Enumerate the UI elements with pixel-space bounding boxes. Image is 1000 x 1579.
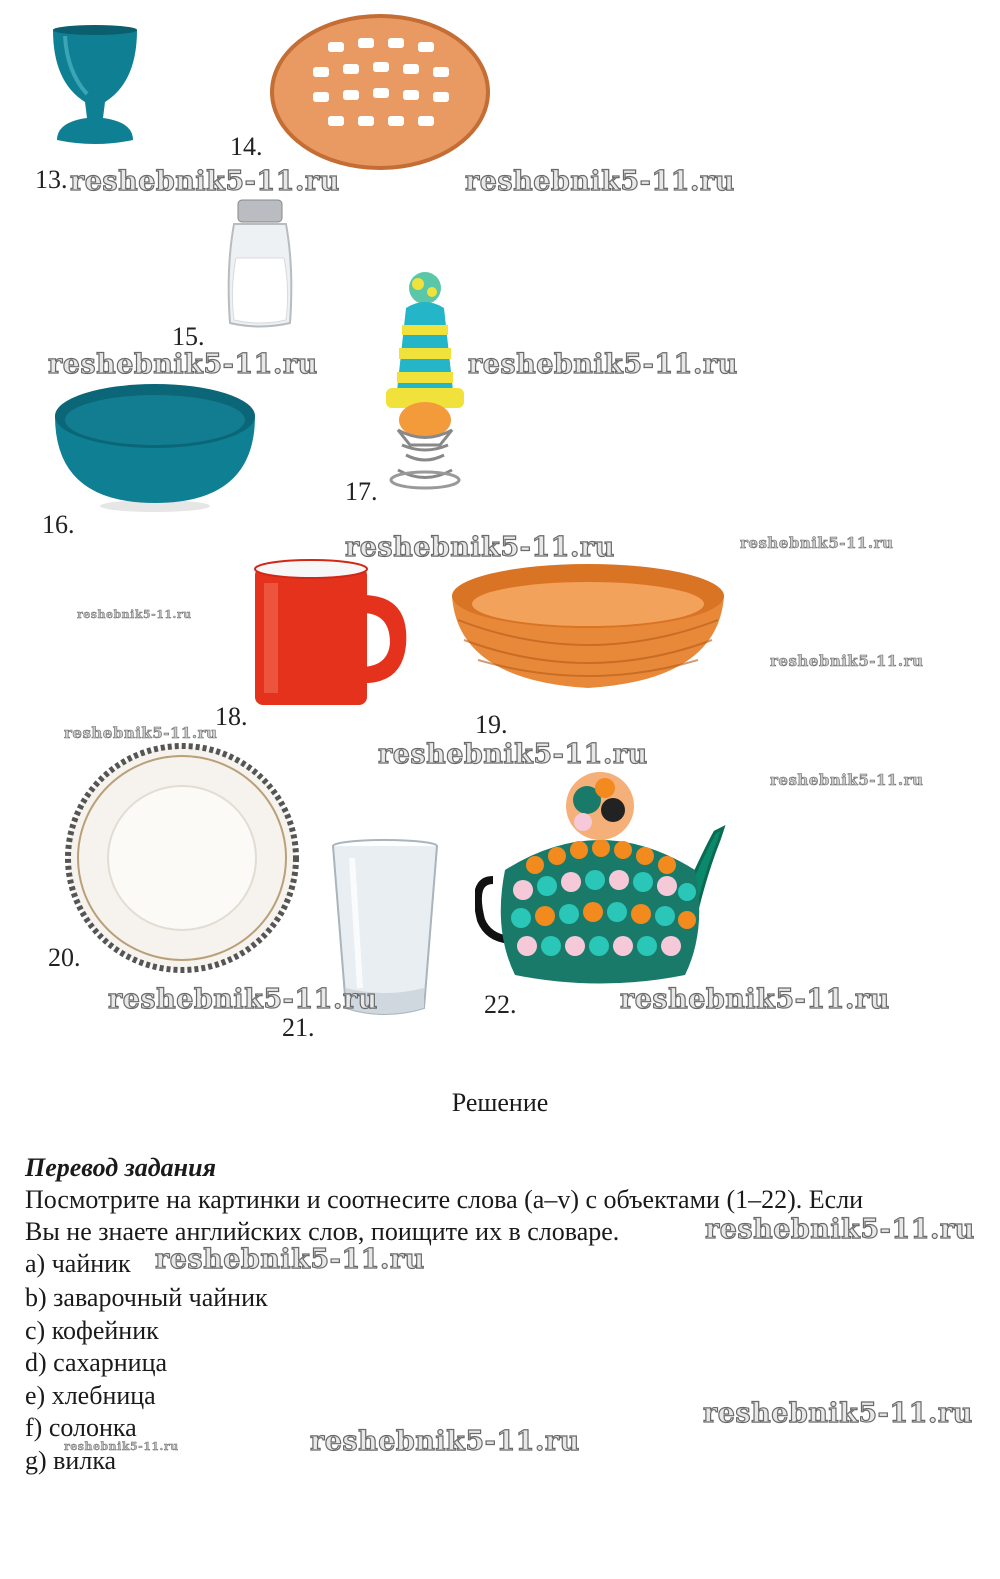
- watermark: reshebnik5-11.ru: [64, 724, 218, 742]
- watermark: reshebnik5-11.ru: [345, 532, 615, 563]
- translation-line: Посмотрите на картинки и соотнесите слова (a–v) с объектами (1–22). Если: [25, 1185, 864, 1214]
- list-item: c) кофейник: [25, 1316, 159, 1345]
- figure-number: 14.: [230, 132, 263, 161]
- watermark: reshebnik5-11.ru: [770, 771, 924, 789]
- list-item: b) заварочный чайник: [25, 1283, 268, 1312]
- figure-number: 20.: [48, 943, 81, 972]
- list-item: a) чайник: [25, 1249, 131, 1278]
- watermark: reshebnik5-11.ru: [468, 349, 738, 380]
- watermark: reshebnik5-11.ru: [465, 166, 735, 197]
- translation-line: Вы не знаете английских слов, поищите их в словаре.: [25, 1217, 620, 1246]
- translation-title: Перевод задания: [25, 1153, 216, 1182]
- mug-image: [250, 555, 415, 710]
- figure-number: 13.: [35, 165, 68, 194]
- bread-basket-image: [448, 560, 728, 695]
- salt-shaker-image: [220, 198, 300, 333]
- figure-number: 18.: [215, 702, 248, 731]
- figure-number: 17.: [345, 477, 378, 506]
- list-item: g) вилка: [25, 1446, 117, 1475]
- watermark: reshebnik5-11.ru: [108, 984, 378, 1015]
- figure-number: 16.: [42, 510, 75, 539]
- watermark: reshebnik5-11.ru: [155, 1244, 425, 1275]
- watermark: reshebnik5-11.ru: [64, 1440, 179, 1453]
- watermark: reshebnik5-11.ru: [48, 349, 318, 380]
- wooden-trivet-image: [268, 12, 493, 172]
- list-item: e) хлебница: [25, 1381, 156, 1410]
- figure-number: 22.: [484, 990, 517, 1019]
- plate-image: [65, 743, 300, 973]
- watermark: reshebnik5-11.ru: [703, 1398, 973, 1429]
- solution-heading: Решение: [451, 1088, 549, 1117]
- figure-number: 15.: [172, 322, 205, 351]
- watermark: reshebnik5-11.ru: [740, 534, 894, 552]
- bowl-image: [50, 378, 260, 513]
- list-item: f) солонка: [25, 1413, 137, 1442]
- watermark: reshebnik5-11.ru: [378, 739, 648, 770]
- watermark: reshebnik5-11.ru: [620, 984, 890, 1015]
- list-item: d) сахарница: [25, 1348, 168, 1377]
- egg-cosy-image: [380, 270, 470, 500]
- tea-cosy-image: [475, 770, 735, 990]
- watermark: reshebnik5-11.ru: [770, 652, 924, 670]
- watermark: reshebnik5-11.ru: [70, 166, 340, 197]
- watermark: reshebnik5-11.ru: [705, 1214, 975, 1245]
- egg-cup-image: [45, 22, 145, 152]
- watermark: reshebnik5-11.ru: [310, 1426, 580, 1457]
- figure-number: 19.: [475, 710, 508, 739]
- figure-number: 21.: [282, 1013, 315, 1042]
- watermark: reshebnik5-11.ru: [77, 608, 192, 621]
